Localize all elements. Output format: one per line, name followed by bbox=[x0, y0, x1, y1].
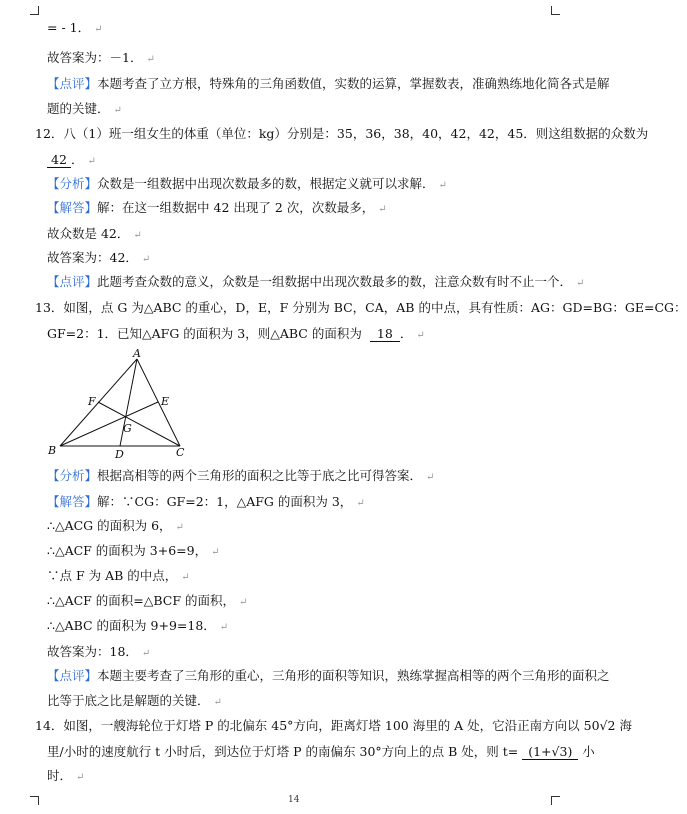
text-line: ∴△ACF 的面积=△BCF 的面积， ↵ bbox=[47, 593, 248, 608]
question-14-continued: 里/小时的速度航行 t 小时后，到达位于灯塔 P 的南偏东 30°方向上的点 B 处，则 t= (1+√3) 小 bbox=[47, 744, 595, 759]
crop-mark-bottom-left bbox=[30, 796, 39, 805]
comment-line: 【点评】本题考查了立方根，特殊角的三角函数值，实数的运算，掌握数表，准确熟练地化简各式是解 bbox=[47, 76, 610, 91]
text-line: 时． ↵ bbox=[47, 768, 85, 783]
question-14: 14．如图，一艘海轮位于灯塔 P 的北偏东 45°方向，距离灯塔 100 海里的 A 处，它沿正南方向以 50√2 海 bbox=[35, 718, 632, 733]
comment-tag: 【点评】 bbox=[47, 76, 98, 91]
crop-mark-top-left bbox=[30, 6, 39, 15]
crop-mark-top-right bbox=[551, 6, 560, 15]
answer-line: 42 ． ↵ bbox=[47, 152, 96, 169]
text-line: ∴△ACF 的面积为 3+6=9， ↵ bbox=[47, 543, 220, 558]
solution-tag: 【解答】 bbox=[47, 494, 98, 509]
analysis-line: 【分析】众数是一组数据中出现次数最多的数，根据定义就可以求解． ↵ bbox=[47, 176, 447, 191]
text-line: ∵点 F 为 AB 的中点， ↵ bbox=[47, 568, 190, 583]
side-ac bbox=[137, 359, 180, 446]
comment-line: 【点评】此题考查众数的意义，众数是一组数据中出现次数最多的数，注意众数有时不止一个． ↵ bbox=[47, 274, 585, 289]
solution-line: 【解答】解：在这一组数据中 42 出现了 2 次，次数最多， ↵ bbox=[47, 200, 387, 215]
solution-tag: 【解答】 bbox=[47, 200, 98, 215]
label-c: C bbox=[176, 446, 185, 459]
label-e: E bbox=[161, 395, 170, 408]
text-line: = - 1． ↵ bbox=[47, 20, 103, 35]
text-line: ∴△ABC 的面积为 9+9=18． ↵ bbox=[47, 618, 229, 633]
text-line: 题的关键． ↵ bbox=[47, 101, 122, 116]
question-13: 13．如图，点 G 为△ABC 的重心，D，E，F 分别为 BC，CA，AB 的中点，具有性质：AG：GD=BG：GE=CG： bbox=[35, 300, 687, 315]
label-f: F bbox=[88, 395, 96, 408]
answer-blank: 18 bbox=[370, 326, 400, 342]
page-number: 14 bbox=[288, 795, 300, 805]
triangle-centroid-figure bbox=[40, 348, 200, 463]
crop-mark-bottom-right bbox=[551, 796, 560, 805]
text-line: 比等于底之比是解题的关键． ↵ bbox=[47, 693, 222, 708]
median-cf bbox=[98, 402, 180, 446]
solution-line: 【解答】解：∵CG：GF=2：1，△AFG 的面积为 3， ↵ bbox=[47, 494, 365, 509]
label-g: G bbox=[123, 422, 132, 435]
question-13-continued: GF=2：1．已知△AFG 的面积为 3，则△ABC 的面积为 18 ． ↵ bbox=[47, 326, 425, 341]
analysis-tag: 【分析】 bbox=[47, 468, 98, 483]
text-line: 故答案为：18． ↵ bbox=[47, 644, 151, 659]
label-d: D bbox=[115, 448, 124, 461]
text-line: 故众数是 42． ↵ bbox=[47, 226, 142, 241]
label-a: A bbox=[133, 347, 141, 360]
text-line: 故答案为：42． ↵ bbox=[47, 250, 151, 265]
text-line: ∴△ACG 的面积为 6， ↵ bbox=[47, 518, 184, 533]
comment-line: 【点评】本题主要考查了三角形的重心，三角形的面积等知识，熟练掌握高相等的两个三角形的面积之 bbox=[47, 668, 610, 683]
label-b: B bbox=[48, 444, 57, 457]
comment-tag: 【点评】 bbox=[47, 668, 98, 683]
comment-tag: 【点评】 bbox=[47, 274, 98, 289]
analysis-line: 【分析】根据高相等的两个三角形的面积之比等于底之比可得答案． ↵ bbox=[47, 468, 435, 483]
text-line: 故答案为：－1． ↵ bbox=[47, 50, 155, 65]
question-12: 12．八（1）班一组女生的体重（单位：kg）分别是：35，36，38，40，42，42，45．则这组数据的众数为 bbox=[35, 126, 649, 141]
answer-blank: (1+√3) bbox=[522, 744, 578, 760]
answer-blank: 42 bbox=[47, 152, 71, 168]
analysis-tag: 【分析】 bbox=[47, 176, 98, 191]
median-be bbox=[60, 402, 158, 446]
